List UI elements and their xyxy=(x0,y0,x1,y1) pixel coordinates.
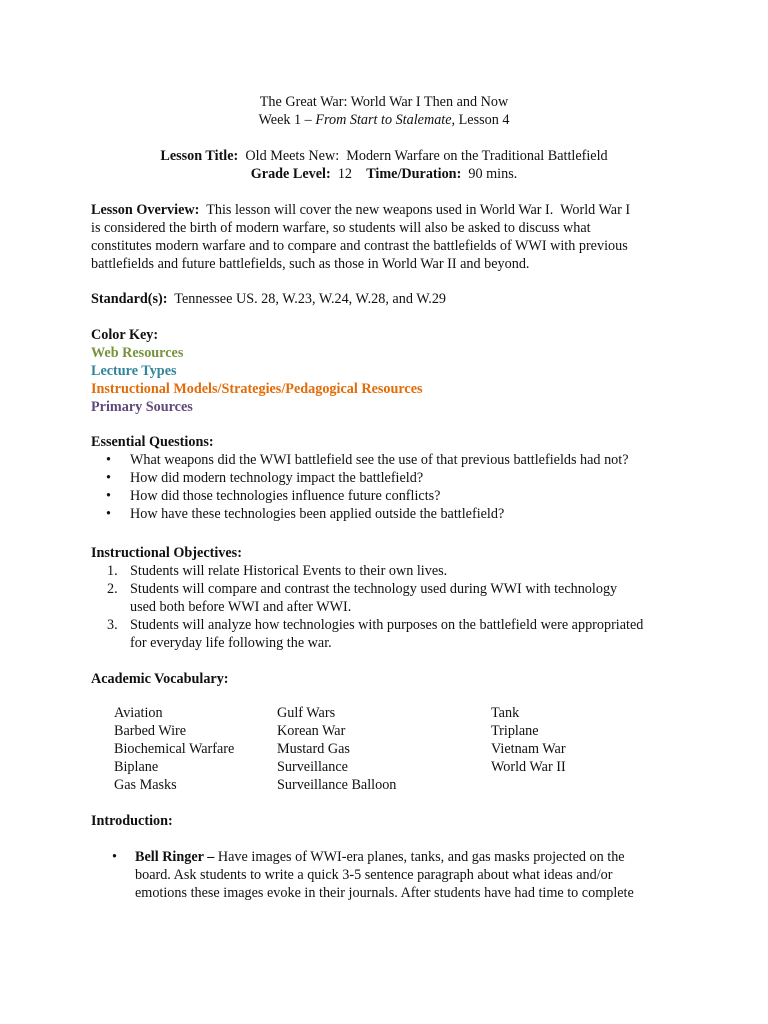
academic-vocabulary xyxy=(91,670,691,688)
list-item: • How have these technologies been applied outside the battlefield? xyxy=(106,506,505,522)
vocab-term: World War II xyxy=(491,759,566,775)
lesson-title-value: Old Meets New: Modern Warfare on the Traditional Battlefield xyxy=(238,148,608,164)
bullet-icon: • xyxy=(106,488,111,504)
vocab-term: Tank xyxy=(491,705,520,721)
bullet-icon: • xyxy=(112,849,117,865)
standards-value: Tennessee US. 28, W.23, W.24, W.28, and W.29 xyxy=(167,291,447,307)
lesson-title-line xyxy=(0,147,768,165)
introduction xyxy=(91,812,691,830)
list-item: • How did those technologies influence future conflicts? xyxy=(106,488,441,504)
vocab-term: Surveillance xyxy=(277,759,348,775)
document-header xyxy=(0,93,768,129)
essential-questions-list xyxy=(91,451,691,523)
overview-label: Lesson Overview: xyxy=(91,202,200,218)
color-key-instructional: Instructional Models/Strategies/Pedagogical Resources xyxy=(91,381,423,397)
color-key-web: Web Resources xyxy=(91,345,184,361)
lesson-title-label: Lesson Title: xyxy=(160,148,239,164)
list-item: 3. Students will analyze how technologies with purposes on the battlefield were appropriated for everyday life following the war. xyxy=(107,617,644,651)
standards-label: Standard(s): xyxy=(91,291,168,307)
week-line: Week 1 – From Start to Stalemate, Lesson 4 xyxy=(258,112,510,128)
objectives-list xyxy=(91,562,691,652)
lesson-overview: Lesson Overview: This lesson will cover the new weapons used in World War I. World War I is considered the birth of modern warfare, so students will also be asked to discuss what constitutes modern warfare and to compare and contrast the battlefields of WWI with previous battlefields and future battlefields, such as those in World War II and beyond. xyxy=(91,202,631,272)
vocabulary-column-3 xyxy=(491,704,566,776)
duration-label: Time/Duration: xyxy=(366,166,462,182)
bell-ringer-label: Bell Ringer – xyxy=(135,849,218,865)
vocabulary-label: Academic Vocabulary: xyxy=(91,671,229,687)
essential-questions xyxy=(91,433,691,523)
vocab-term: Gulf Wars xyxy=(277,705,336,721)
vocab-term: Mustard Gas xyxy=(277,741,350,757)
color-key-lecture: Lecture Types xyxy=(91,363,177,379)
vocab-term: Vietnam War xyxy=(491,741,566,757)
lesson-info xyxy=(0,147,768,183)
vocab-term: Gas Masks xyxy=(114,777,177,793)
grade-label: Grade Level: xyxy=(250,166,331,182)
bullet-icon: • xyxy=(106,506,111,522)
instructional-objectives xyxy=(91,544,691,652)
grade-line xyxy=(0,165,768,183)
bullet-icon: • xyxy=(106,470,111,486)
objectives-label: Instructional Objectives: xyxy=(91,545,242,561)
duration-value: 90 mins. xyxy=(461,166,518,182)
vocab-term: Barbed Wire xyxy=(114,723,187,739)
course-title: The Great War: World War I Then and Now xyxy=(259,94,509,110)
color-key-label: Color Key: xyxy=(91,327,159,343)
introduction-label: Introduction: xyxy=(91,813,173,829)
bullet-icon: • xyxy=(106,452,111,468)
vocabulary-column-2 xyxy=(277,704,396,794)
color-key xyxy=(91,326,691,416)
grade-value: 12 xyxy=(330,166,367,182)
essential-questions-label: Essential Questions: xyxy=(91,434,214,450)
document-page: The Great War: World War I Then and Now Week 1 – From Start to Stalemate, Lesson 4 Lesson Title: Old Meets New: Modern Warfare on the Traditional Battlefield Grade Level: 12 Time/Duration: 90 mins. Lesson Overview: This lesson will cover the new weapons used in World War I. World War I is considered the birth of modern warfare, so students will also be asked to discuss what constitutes modern warfare and to compare and contrast the battlefields of WWI with previous battlefields and future battlefields, such as those in World War II and beyond. Standard(s): Tennessee US. 28, W.23, W.24, W.28, and W.29 Color Key: Web Resources Lecture Types Instructional Models/Strategies/Pedagogical Resources Primary Sources Essential Questions: • What weapons did the WWI battlefield see the use of that previous battlefields had not? • How did modern technology impact the battlefield? • How did those technologies influence future conflicts? • How have these technologies been applied outside the battlefield? Instructional Objectives: 1. Students will relate Historical Events to their own lives. 2. Students will compare and contrast the technology used during WWI with technology used both before WWI and after WWI. 3. Students will analyze how technologies with purposes on the battlefield were appropriated for everyday life following the war. Academic Vocabulary: Aviation Barbed Wire Biochemical Warfare Biplane Gas Masks Gulf Wars Korean War Mustard Gas Surveillance Surveillance Balloon Tank Triplane Vietnam War World War II Introduction: • Bell Ringer – Have images of WWI-era planes, tanks, and gas masks projected on the board. Ask students to write a quick 3-5 sentence paragraph about what ideas and/or emotions these images evoke in their journals. After students have had time to complete xyxy=(0,0,768,1024)
vocab-term: Korean War xyxy=(277,723,346,739)
standards xyxy=(91,290,691,308)
vocab-term: Triplane xyxy=(491,723,539,739)
vocabulary-column-1 xyxy=(114,704,234,794)
list-item: • How did modern technology impact the battlefield? xyxy=(106,470,424,486)
vocab-term: Aviation xyxy=(114,705,163,721)
list-item: • What weapons did the WWI battlefield see the use of that previous battlefields had not? xyxy=(106,452,629,468)
vocab-term: Surveillance Balloon xyxy=(277,777,397,793)
vocab-term: Biplane xyxy=(114,759,159,775)
list-item: 2. Students will compare and contrast the technology used during WWI with technology used both before WWI and after WWI. xyxy=(107,581,618,615)
list-item: 1. Students will relate Historical Events to their own lives. xyxy=(107,563,448,579)
vocab-term: Biochemical Warfare xyxy=(114,741,235,757)
color-key-primary: Primary Sources xyxy=(91,399,193,415)
unit-title: From Start to Stalemate xyxy=(315,112,452,128)
